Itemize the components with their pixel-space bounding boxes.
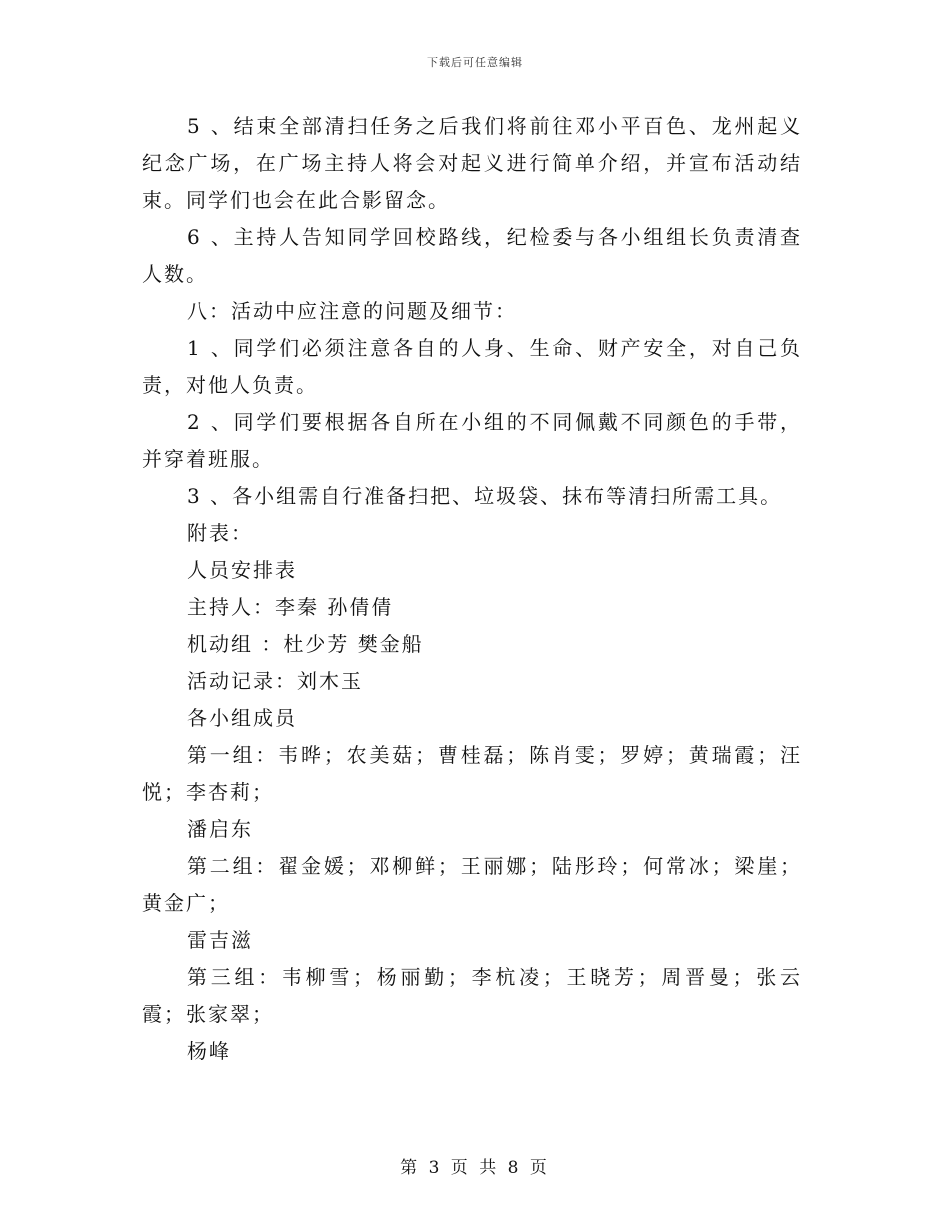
paragraph-note-2: 2 、同学们要根据各自所在小组的不同佩戴不同颜色的手带，并穿着班服。: [142, 410, 802, 471]
paragraph-step-5: 5 、结束全部清扫任务之后我们将前往邓小平百色、龙州起义纪念广场，在广场主持人将会对起义进行简单介绍，并宣布活动结束。同学们也会在此合影留念。: [142, 114, 802, 212]
section-heading-notes: 八：活动中应注意的问题及细节：: [187, 299, 517, 323]
group-1-leader: 潘启东: [187, 817, 253, 841]
group-2-members: 第二组：翟金媛；邓柳鲜；王丽娜；陆彤玲；何常冰；梁崖；黄金广；: [142, 854, 802, 915]
group-members-heading: 各小组成员: [187, 706, 297, 730]
appendix-label: 附表：: [187, 521, 253, 545]
paragraph-note-1: 1 、同学们必须注意各自的人身、生命、财产安全，对自己负责，对他人负责。: [142, 336, 802, 397]
page-number-footer: 第 3 页 共 8 页: [400, 1158, 550, 1178]
paragraph-step-6: 6 、主持人告知同学回校路线，纪检委与各小组组长负责清查人数。: [142, 225, 802, 286]
group-3-members: 第三组：韦柳雪；杨丽勤；李杭凌；王晓芳；周晋曼；张云霞；张家翠；: [142, 965, 802, 1026]
group-2-leader: 雷吉滋: [187, 928, 253, 952]
group-1-members: 第一组：韦晔；农美菇；曹桂磊；陈肖雯；罗婷；黄瑞霞；汪悦；李杏莉；: [142, 743, 802, 804]
staff-table-title: 人员安排表: [187, 558, 297, 582]
mobile-group-line: 机动组 ：杜少芳 樊金船: [187, 632, 424, 656]
document-body: [142, 108, 802, 1070]
page-header: 下载后可任意编辑: [427, 56, 523, 69]
paragraph-note-3: 3 、各小组需自行准备扫把、垃圾袋、抹布等清扫所需工具。: [187, 484, 783, 508]
group-3-leader: 杨峰: [187, 1039, 231, 1063]
host-line: 主持人：李秦 孙倩倩: [187, 595, 394, 619]
recorder-line: 活动记录：刘木玉: [187, 669, 363, 693]
